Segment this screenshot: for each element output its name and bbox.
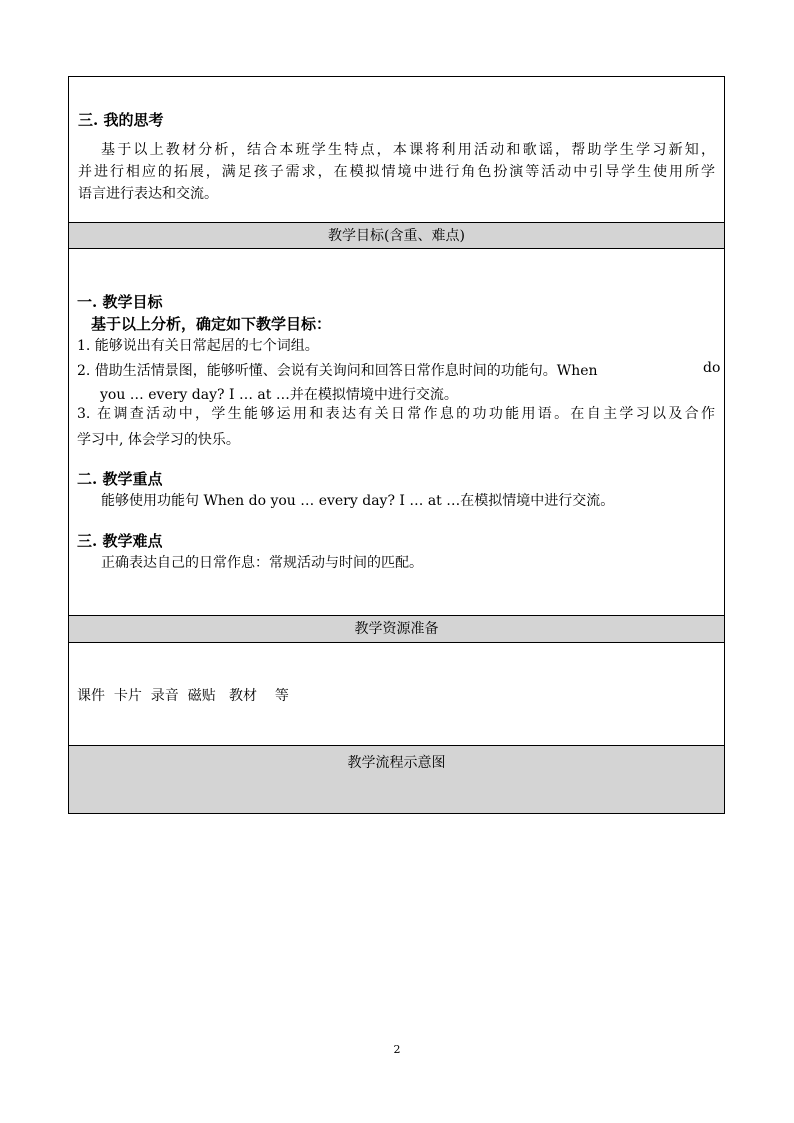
- objective-item-2-line-1-end: do: [703, 360, 721, 376]
- difficulties-heading: 三. 教学难点: [77, 532, 163, 550]
- difficulties-text: 正确表达自己的日常作息：常规活动与时间的匹配。: [101, 555, 423, 571]
- resources-text: 课件 卡片 录音 磁贴 教材 等: [77, 688, 289, 704]
- objective-item-1: 1. 能够说出有关日常起居的七个词组。: [77, 338, 319, 354]
- flow-section: [68, 745, 725, 814]
- thinking-heading: 三. 我的思考: [78, 111, 164, 129]
- objective-item-3-line-2: 学习中, 体会学习的快乐。: [77, 432, 240, 448]
- thinking-section: [68, 76, 725, 222]
- flow-header: 教学流程示意图: [347, 755, 446, 771]
- objectives-heading: 一. 教学目标: [77, 293, 163, 311]
- thinking-line-2: 并进行相应的拓展，满足孩子需求，在模拟情境中进行角色扮演等活动中引导学生使用所学: [78, 164, 715, 180]
- objectives-header: 教学目标(含重、难点): [68, 222, 725, 249]
- resources-header: 教学资源准备: [68, 615, 725, 643]
- page-number: 2: [393, 1043, 401, 1056]
- thinking-line-1: 基于以上教材分析，结合本班学生特点，本课将利用活动和歌谣，帮助学生学习新知，: [101, 142, 715, 158]
- objective-item-2-line-2: you … every day? I … at …并在模拟情境中进行交流。: [100, 387, 458, 403]
- resources-section: [68, 643, 725, 745]
- key-points-heading: 二. 教学重点: [77, 470, 163, 488]
- objective-item-2-line-1: 2. 借助生活情景图，能够听懂、会说有关询问和回答日常作息时间的功能句。When: [77, 363, 598, 379]
- objectives-section: [68, 249, 725, 615]
- objectives-intro: 基于以上分析，确定如下教学目标：: [91, 315, 332, 333]
- key-points-text: 能够使用功能句 When do you … every day? I … at …在模拟情境中进行交流。: [101, 493, 615, 509]
- objective-item-3-line-1: 3. 在调查活动中，学生能够运用和表达有关日常作息的功功能用语。在自主学习以及合作: [77, 406, 715, 422]
- thinking-line-3: 语言进行表达和交流。: [78, 186, 218, 202]
